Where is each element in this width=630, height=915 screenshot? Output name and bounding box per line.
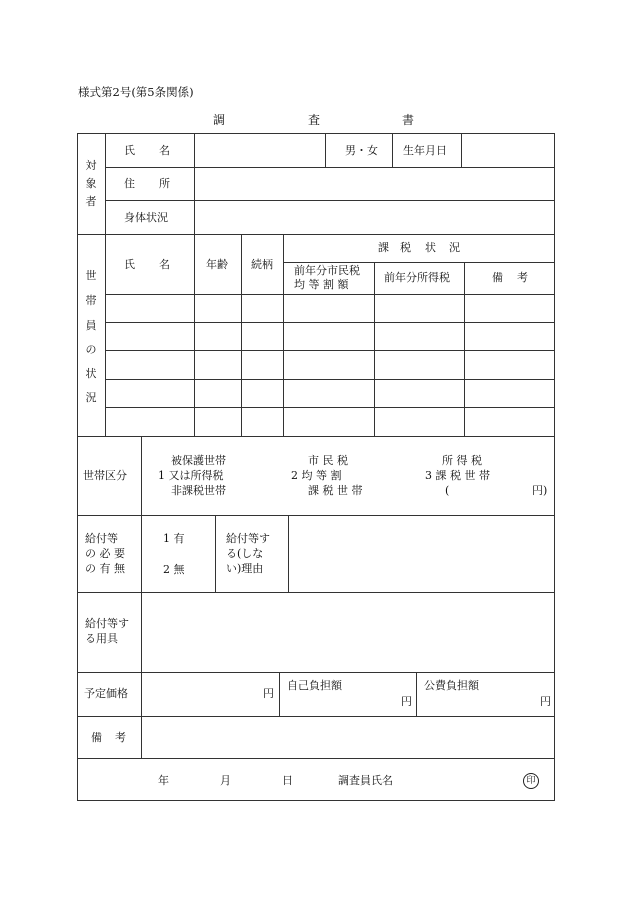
resident-tax-sublabel: 均 等 割 額 [294,278,349,291]
subject-label-char: 者 [85,195,97,208]
need-label-line: 給付等 [85,532,118,545]
tax-status-label-char: 税 [400,241,411,254]
member-name-label-char: 氏 [124,258,135,271]
planned-price-yen: 円 [263,687,274,700]
title-char-2: 査 [308,113,321,127]
name-label-char: 名 [159,144,170,157]
option2-line: 2 均 等 割 [291,469,342,482]
household-label-char: 世 [85,269,97,282]
title-char-1: 調 [213,113,226,127]
household-row[interactable] [106,351,555,379]
address-label-char: 所 [159,177,170,190]
reason-label-line: 給付等す [226,532,270,545]
reason-field[interactable] [289,516,554,592]
tax-status-label-char: 課 [378,241,389,254]
date-year-label: 年 [158,774,169,787]
resident-tax-label: 前年分市民税 [294,264,360,277]
planned-price-label: 予定価格 [84,687,128,700]
household-row[interactable] [106,323,555,350]
income-tax-label: 前年分所得税 [384,271,450,284]
public-pay-label: 公費負担額 [424,679,479,692]
subject-label-char: 対 [85,159,97,172]
relation-label: 続柄 [251,258,273,271]
public-pay-field[interactable] [417,673,554,716]
subject-name-field[interactable] [195,134,324,166]
household-class-label: 世帯区分 [83,469,127,482]
birthdate-label: 生年月日 [403,144,447,157]
reason-label-line: る(しな [226,547,264,560]
condition-field[interactable] [195,201,554,233]
household-label-char: 員 [85,319,97,332]
self-pay-yen: 円 [401,695,412,708]
age-label: 年齢 [206,258,228,271]
reason-label-line: い)理由 [226,562,264,575]
household-label-char: 状 [85,367,97,380]
items-label-line: 給付等す [85,617,129,630]
condition-label: 身体状況 [124,211,168,224]
items-field[interactable] [142,593,554,672]
household-label-char: 帯 [85,294,97,307]
subject-label-char: 象 [85,177,97,190]
need-label-line: の 有 無 [85,562,125,575]
household-row[interactable] [106,408,555,436]
items-label-line: る用具 [85,632,118,645]
option3-line: 3 課 税 世 帯 [425,469,490,482]
need-label-line: の 必 要 [85,547,125,560]
name-label-char: 氏 [124,144,135,157]
seal-mark: 印 [523,773,539,789]
option1-line: 被保護世帯 [171,454,226,467]
birthdate-field[interactable] [462,134,554,166]
option2-line: 市 民 税 [308,454,348,467]
remarks-label-char: 備 [91,731,102,744]
household-label-char: 況 [85,391,97,404]
address-field[interactable] [195,168,554,200]
household-row[interactable] [106,295,555,322]
title-char-3: 書 [402,113,415,127]
tax-status-label-char: 況 [449,241,460,254]
investigator-name-field[interactable] [400,764,515,794]
form-label: 様式第2号(第5条関係) [78,85,194,99]
investigator-name-label: 調査員氏名 [338,774,393,787]
option3-paren-close: 円) [532,484,548,497]
date-day-label: 日 [282,774,293,787]
need-no-option[interactable]: 2 無 [163,563,185,576]
self-pay-field[interactable] [280,673,416,716]
address-label-char: 住 [124,177,135,190]
household-row[interactable] [106,380,555,407]
date-month-label: 月 [220,774,231,787]
option1-line: 1 又は所得税 [158,469,224,482]
remarks-field[interactable] [142,717,554,758]
planned-price-field[interactable] [142,673,279,716]
option2-line: 課 税 世 帯 [308,484,363,497]
remarks-col-label-char: 考 [517,271,528,284]
remarks-col-label-char: 備 [492,271,503,284]
remarks-label-char: 考 [115,731,126,744]
need-yes-option[interactable]: 1 有 [163,532,185,545]
option3-paren-open: ( [445,484,450,497]
household-label-char: の [85,343,97,356]
self-pay-label: 自己負担額 [287,679,342,692]
option3-line: 所 得 税 [442,454,482,467]
tax-status-label-char: 状 [425,241,436,254]
public-pay-yen: 円 [540,695,551,708]
member-name-label-char: 名 [159,258,170,271]
sex-label: 男・女 [345,144,378,157]
option1-line: 非課税世帯 [171,484,226,497]
